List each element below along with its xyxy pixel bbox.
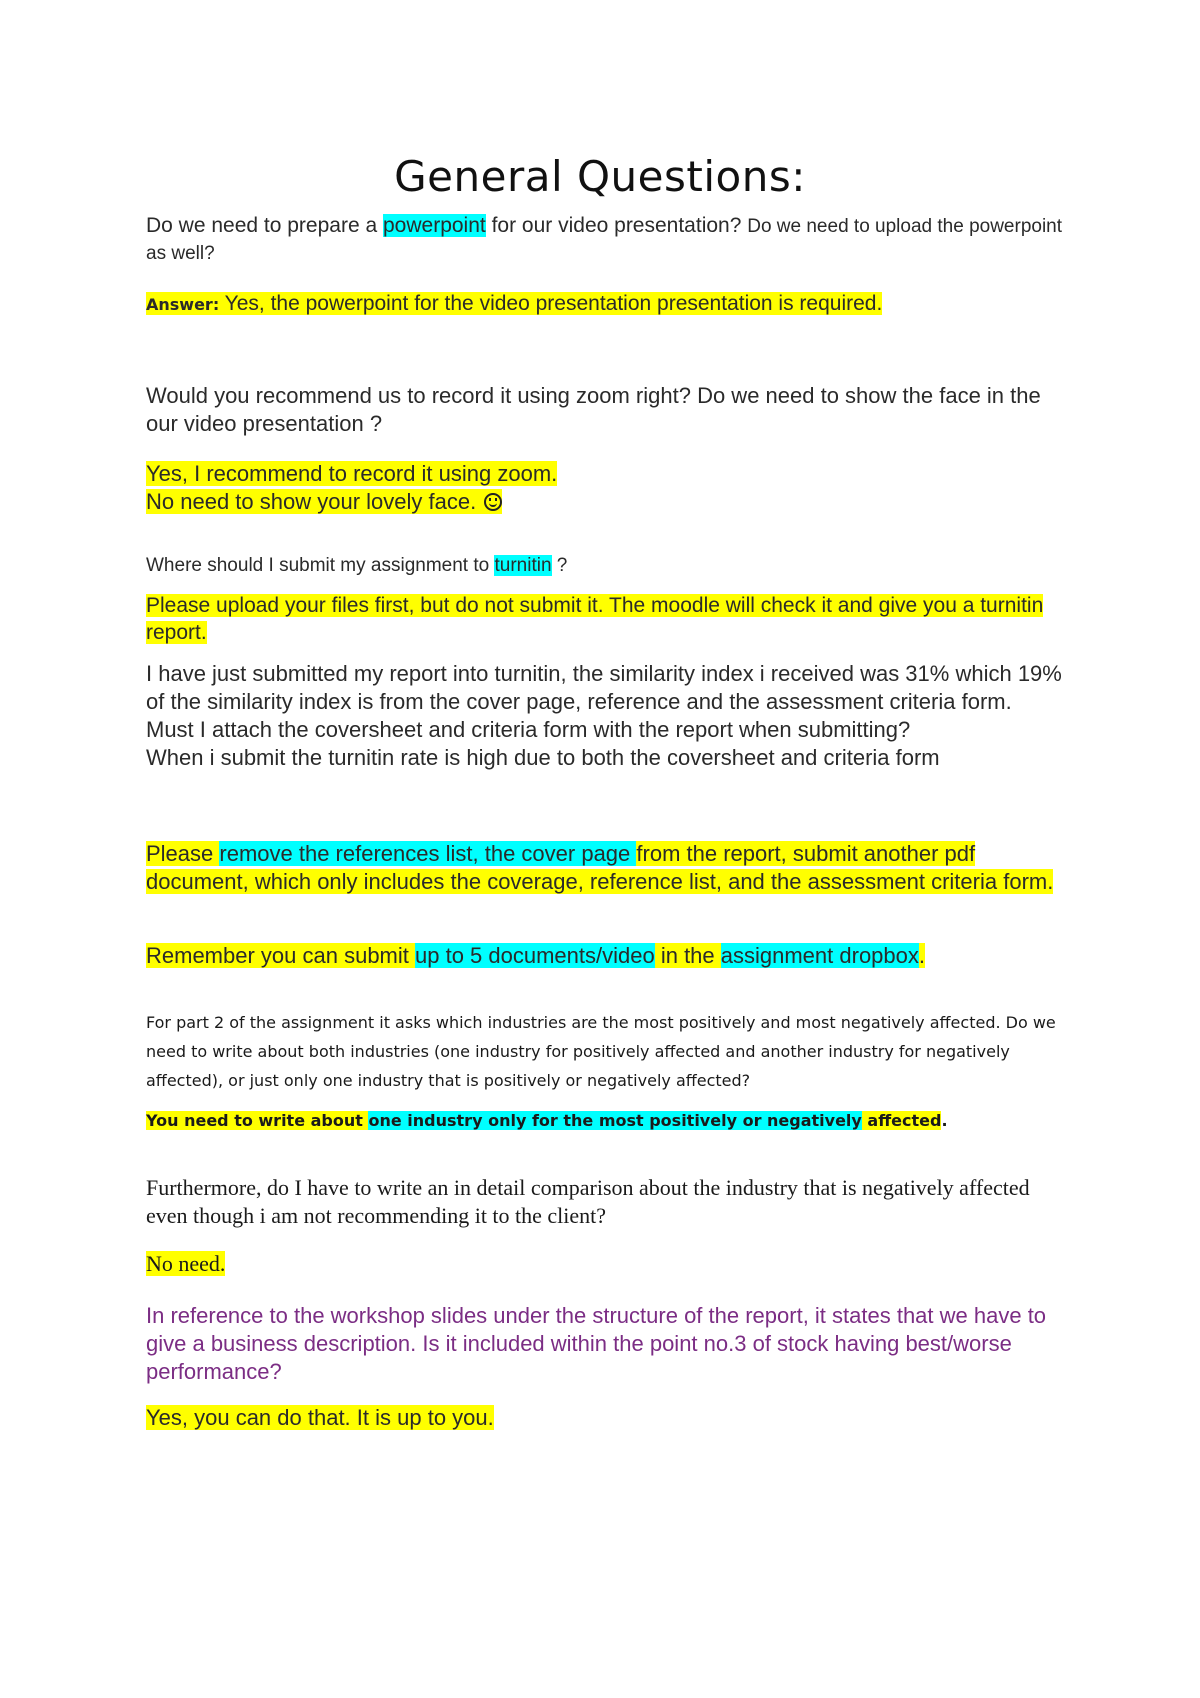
question-business-description	[146, 1302, 1076, 1386]
highlight-remove: remove the references list, the cover page	[219, 841, 637, 866]
question-powerpoint	[146, 212, 1076, 267]
highlight-one-industry: one industry only for the most positively or negatively	[368, 1111, 862, 1130]
answer-text: Yes, the powerpoint for the video presentation presentation is required.	[219, 292, 883, 315]
answer-zoom	[146, 460, 1076, 516]
highlight-dropbox: assignment dropbox	[720, 943, 919, 968]
answer-line: Yes, I recommend to record it using zoom.	[146, 461, 558, 486]
question-text: Do we need to upload the powerpoint as well?	[146, 216, 1063, 264]
answer-text: .	[918, 943, 926, 968]
answer-text: Remember you can submit	[146, 943, 415, 968]
answer-text: in the	[654, 943, 721, 968]
answer-text: Yes, you can do that. It is up to you.	[146, 1405, 494, 1430]
smiley-face-icon	[484, 493, 502, 511]
answer-text: .	[941, 1111, 948, 1130]
answer-powerpoint	[146, 290, 1076, 318]
answer-text: You need to write about	[146, 1111, 369, 1130]
answer-comparison	[146, 1250, 1076, 1278]
answer-label: Answer:	[146, 295, 220, 314]
answer-industries	[146, 1106, 1076, 1135]
answer-business-description	[146, 1404, 1076, 1432]
question-zoom	[146, 382, 1076, 438]
question-comparison	[146, 1174, 1076, 1230]
question-text: Do we need to prepare a	[146, 214, 383, 237]
question-industries	[146, 1008, 1076, 1095]
answer-similarity	[146, 840, 1076, 896]
answer-text: from the report, submit another pdf document, which only includes the coverage, reference list, and the assessment criteria form.	[146, 841, 1054, 894]
question-text: For part 2 of the assignment it asks which industries are the most positively and most negatively affected. Do we need to write about both industries (one industry for positively affected and another industry for negatively affected), or just only one industry that is positively or negatively affected?	[146, 1013, 1056, 1090]
answer-turnitin	[146, 592, 1076, 646]
page-title: General Questions:	[394, 152, 806, 201]
question-text: Where should I submit my assignment to	[146, 555, 495, 576]
question-turnitin	[146, 552, 1076, 579]
question-text: In reference to the workshop slides under the structure of the report, it states that we have to give a business description. Is it included within the point no.3 of stock having best/worse performance?	[146, 1303, 1047, 1384]
highlight-powerpoint: powerpoint	[383, 214, 486, 237]
highlight-documents: up to 5 documents/video	[415, 943, 655, 968]
question-text: I have just submitted my report into turnitin, the similarity index i received was 31% which 19% of the similarity index is from the cover page, reference and the assessment criteria form.	[146, 661, 1062, 714]
answer-text: Please upload your files first, but do not submit it. The moodle will check it and give you a turnitin report.	[146, 594, 1044, 644]
question-text: Furthermore, do I have to write an in detail comparison about the industry that is negatively affected even though i am not recommending it to the client?	[146, 1175, 1030, 1228]
question-text: Would you recommend us to record it using zoom right? Do we need to show the face in the our video presentation ?	[146, 383, 1041, 436]
answer-text: No need.	[146, 1251, 226, 1276]
answer-line: No need to show your lovely face.	[146, 489, 477, 514]
question-text: When i submit the turnitin rate is high due to both the coversheet and criteria form	[146, 745, 940, 770]
answer-text: Please	[146, 841, 220, 866]
highlight-turnitin: turnitin	[494, 555, 552, 576]
question-text: ?	[551, 555, 568, 576]
question-text: for our video presentation?	[485, 214, 748, 237]
answer-text: affected	[861, 1111, 942, 1130]
question-similarity	[146, 660, 1076, 772]
question-text: Must I attach the coversheet and criteria form with the report when submitting?	[146, 717, 911, 742]
answer-dropbox	[146, 942, 1076, 970]
